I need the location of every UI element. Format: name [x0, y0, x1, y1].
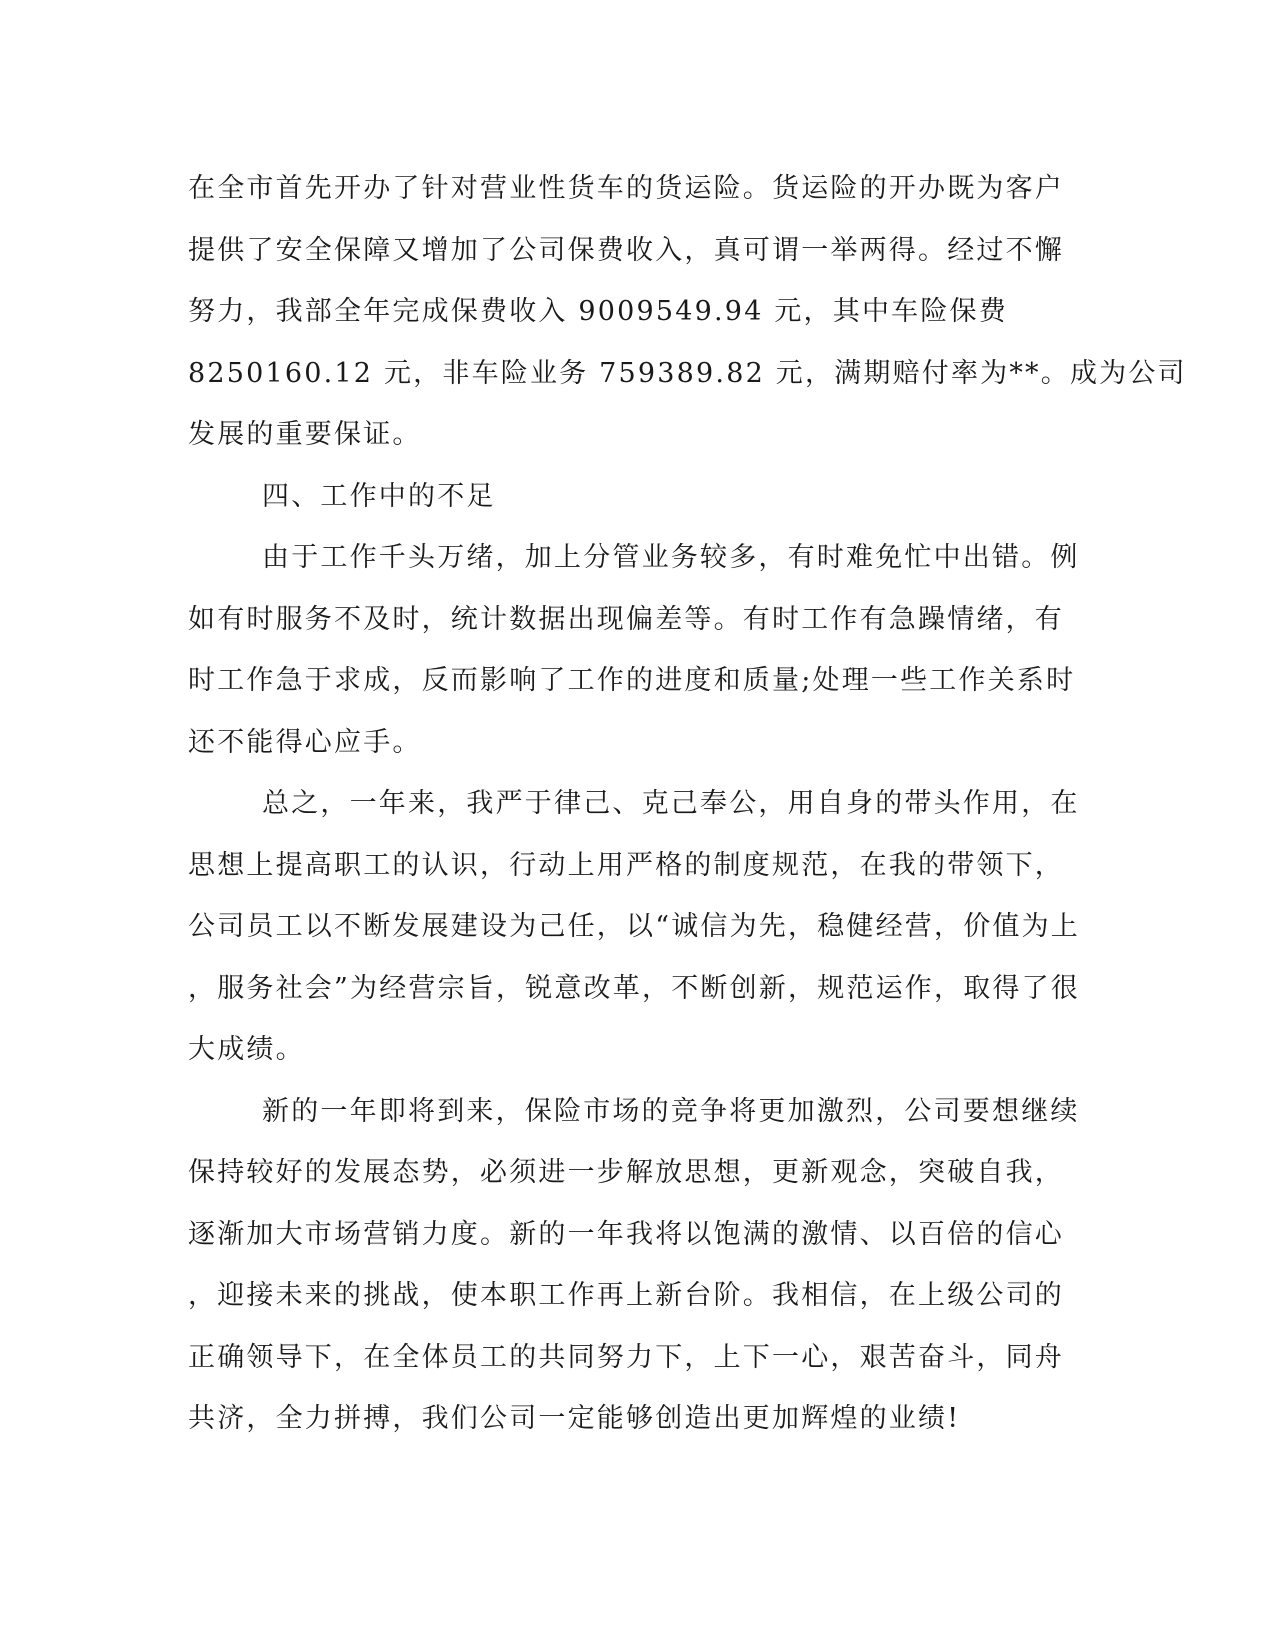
- text-line: 思想上提高职工的认识，行动上用严格的制度规范，在我的带领下，: [188, 849, 1064, 881]
- text-line: 保持较好的发展态势，必须进一步解放思想，更新观念，突破自我，: [188, 1157, 1064, 1188]
- text-line: 还不能得心应手。: [188, 726, 422, 758]
- text-line: 提供了安全保障又增加了公司保费收入，真可谓一举两得。经过不懈: [188, 234, 1064, 266]
- text-line: 公司员工以不断发展建设为己任，以“诚信为先，稳健经营，价值为上: [188, 911, 1081, 942]
- text-line: ，服务社会”为经营宗旨，锐意改革，不断创新，规范运作，取得了很: [188, 972, 1081, 1004]
- text-line: 发展的重要保证。: [188, 419, 422, 450]
- document-body: [188, 158, 1187, 1450]
- text-line: 逐渐加大市场营销力度。新的一年我将以饱满的激情、以百倍的信心: [188, 1218, 1064, 1250]
- text-line: 8250160.12 元，非车险业务 759389.82 元，满期赔付率为**。成为公司: [188, 357, 1187, 389]
- text-line: 正确领导下，在全体员工的共同努力下，上下一心，艰苦奋斗，同舟: [188, 1341, 1064, 1373]
- text-line: 共济，全力拼搏，我们公司一定能够创造出更加辉煌的业绩!: [188, 1403, 961, 1434]
- text-line: 总之，一年来，我严于律己、克己奉公，用自身的带头作用，在: [262, 788, 1080, 819]
- text-line: 如有时服务不及时，统计数据出现偏差等。有时工作有急躁情绪，有: [188, 603, 1064, 635]
- text-line: 在全市首先开办了针对营业性货车的货运险。货运险的开办既为客户: [188, 173, 1064, 204]
- text-line: 新的一年即将到来，保险市场的竞争将更加激烈，公司要想继续: [262, 1095, 1080, 1127]
- text-line: 大成绩。: [188, 1034, 305, 1065]
- section-heading: 四、工作中的不足: [262, 480, 496, 512]
- text-line: 时工作急于求成，反而影响了工作的进度和质量;处理一些工作关系时: [188, 665, 1076, 696]
- text-line: 由于工作千头万绪，加上分管业务较多，有时难免忙中出错。例: [262, 542, 1080, 573]
- text-line: ，迎接未来的挑战，使本职工作再上新台阶。我相信，在上级公司的: [188, 1280, 1064, 1311]
- text-line: 努力，我部全年完成保费收入 9009549.94 元，其中车险保费: [188, 296, 1008, 327]
